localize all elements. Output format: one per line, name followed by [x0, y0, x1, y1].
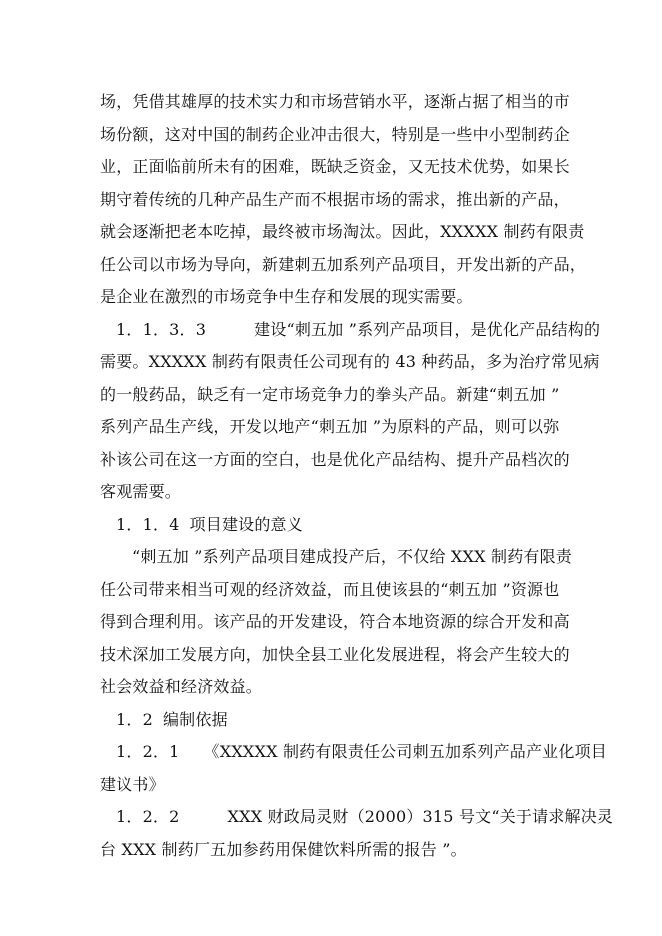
paragraph-line: 社会效益和经济效益。 — [100, 677, 263, 696]
paragraph-line: 场份额，这对中国的制药企业冲击很大，特别是一些中小型制药企 — [100, 124, 570, 144]
section-heading-1-2 — [100, 704, 570, 737]
paragraph-line: 补该公司在这一方面的空白，也是优化产品结构、提升产品档次的 — [100, 449, 570, 469]
paragraph-line: 需要。XXXXX 制药有限责任公司现有的 43 种药品，多为治疗常见病 — [100, 352, 600, 371]
paragraph-line: 技术深加工发展方向，加快全县工业化发展进程，将会产生较大的 — [100, 644, 570, 664]
paragraph-line: “刺五加 ”系列产品项目建成投产后，不仅给 XXX 制药有限责 — [132, 547, 572, 566]
paragraph-line: 是企业在激烈的市场竞争中生存和发展的现实需要。 — [100, 287, 473, 306]
paragraph-line: 任公司带来相当可观的经济效益，而且使该县的“刺五加 ”资源也 — [100, 579, 560, 599]
section-heading-1-1-3-3 — [100, 314, 601, 347]
paragraph-line: 台 XXX 制药厂五加参药用保健饮料所需的报告 ”。 — [100, 839, 467, 859]
paragraph-line: 期守着传统的几种产品生产而不根据市场的需求，推出新的产品， — [100, 189, 570, 209]
section-number: 1．2．2 — [116, 807, 180, 826]
section-number: 1．2 — [116, 709, 153, 729]
paragraph-line: 场，凭借其雄厚的技术实力和市场营销水平，逐渐占据了相当的市 — [100, 92, 570, 111]
paragraph-line: 任公司以市场为导向，新建刺五加系列产品项目，开发出新的产品， — [100, 254, 587, 274]
section-heading-1-2-2 — [100, 801, 614, 834]
section-number: 1．1．3．3 — [116, 319, 207, 339]
section-number: 1．1．4 — [116, 514, 180, 534]
paragraph-line: 得到合理利用。该产品的开发建设，符合本地资源的综合开发和高 — [100, 612, 570, 631]
section-first-line: 建设“刺五加 ”系列产品项目，是优化产品结构的 — [254, 319, 601, 339]
paragraph-line: 建议书》 — [100, 774, 165, 794]
section-number: 1．2．1 — [116, 742, 180, 761]
section-title: 项目建设的意义 — [189, 514, 303, 534]
paragraph-line: 系列产品生产线，开发以地产“刺五加 ”为原料的产品，则可以弥 — [100, 417, 560, 436]
section-first-line: 《XXXXX 制药有限责任公司刺五加系列产品产业化项目 — [203, 742, 607, 761]
section-heading-1-1-4 — [100, 509, 570, 542]
section-first-line: XXX 财政局灵财（2000）315 号文“关于请求解决灵 — [227, 807, 614, 826]
section-heading-1-2-1 — [100, 736, 607, 769]
paragraph-line: 客观需要。 — [100, 482, 182, 501]
paragraph-line: 业，正面临前所未有的困难，既缺乏资金，又无技术优势，如果长 — [100, 157, 570, 176]
paragraph-line: 就会逐渐把老本吃掉，最终被市场淘汰。因此，XXXXX 制药有限责 — [100, 222, 585, 241]
paragraph-line: 的一般药品，缺乏有一定市场竞争力的拳头产品。新建“刺五加 ” — [100, 384, 560, 404]
document-body — [100, 86, 614, 866]
section-title: 编制依据 — [162, 709, 228, 729]
